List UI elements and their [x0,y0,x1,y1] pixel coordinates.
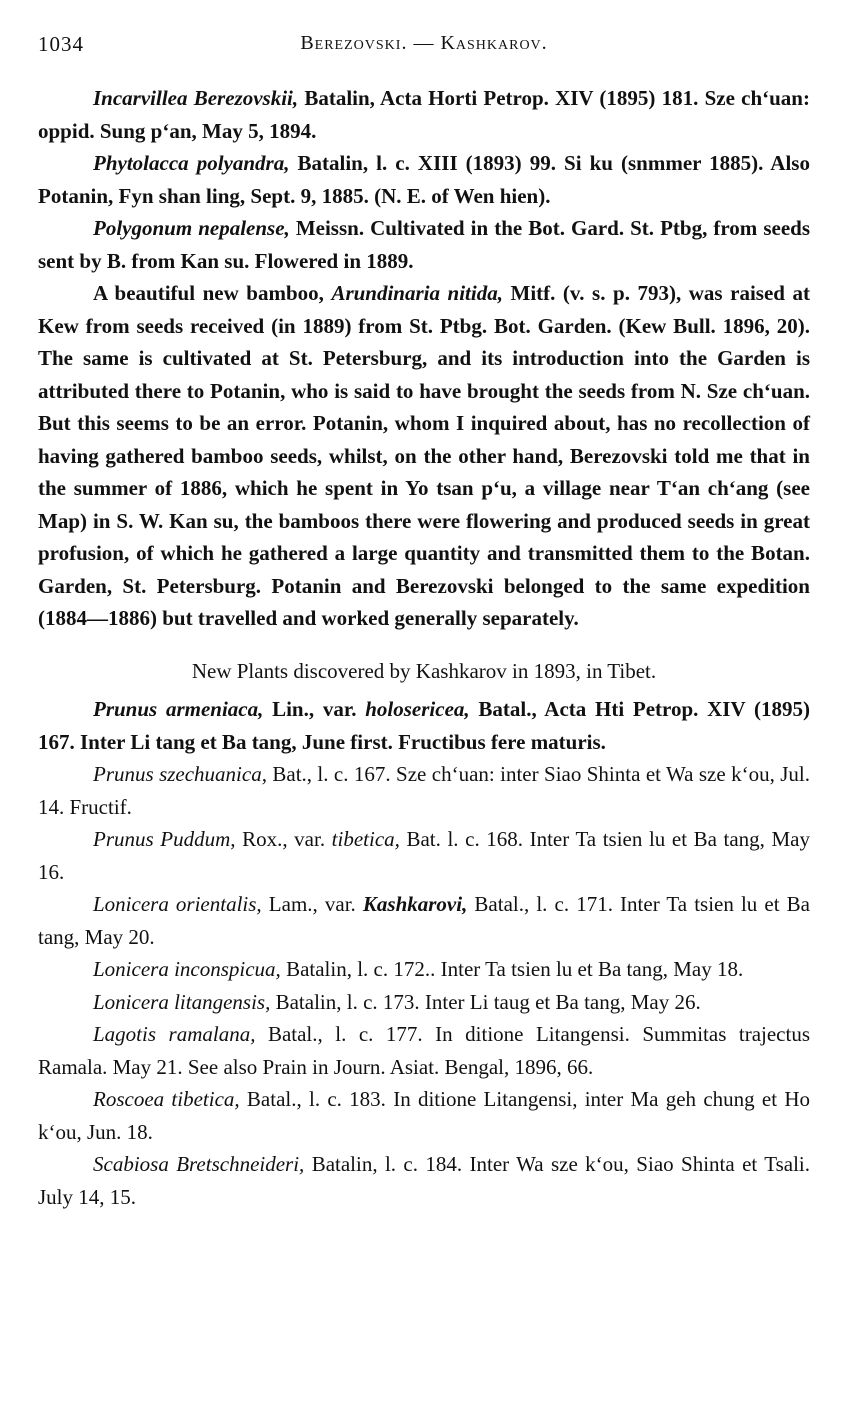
page-header [38,32,810,62]
entry-phytolacca [38,147,810,212]
entry-lonicera-orientalis [38,888,810,953]
species-name: Prunus Puddum, [93,827,236,851]
entry-text: Bat. l. c. 168. Inter Ta tsien lu et Ba tang, May 16. [38,827,810,884]
bamboo-intro: A beautiful new bamboo, [93,281,332,305]
species-name: Lonicera litangensis, [93,989,271,1014]
entry-lonicera-litangensis [38,986,810,1019]
entry-text: Mitf. (v. s. p. 793), was raised at Kew from seeds received (in 1889) from St. Ptbg. Bot. Garden. (Kew Bull. 1896, 20). The same is cultivated at St. Petersburg, and its introduction into the Garden is attributed there to Potanin, who is said to have brought the seeds from N. Sze chʻuan. But this seems to be an error. Potanin, whom I inquired about, has no recollection of having gathered bamboo seeds, whilst, on the other hand, Berezovski told me that in the summer of 1886, which he spent in Yo tsan pʻu, a village near Tʻan chʻang (see Map) in S. W. Kan su, the bamboos there were flowering and produced seeds in great profusion, of which he gathered a large quantity and transmitted them to the Botan. Garden, St. Petersburg. Potanin and Berezovski belonged to the same expedition (1884—1886) but travelled and worked generally separately. [38,281,810,630]
species-name: Lonicera inconspicua, [93,957,281,981]
entry-text: Bat., l. c. 167. Sze chʻuan: inter Siao Shinta et Wa sze kʻou, Jul. 14. Fructif. [38,762,810,819]
section-heading: New Plants discovered by Kashkarov in 1893, in Tibet. [191,658,657,683]
species-name: Roscoea tibetica, [93,1087,240,1111]
entry-text: Batalin, l. c. 173. Inter Li taug et Ba tang, May 26. [270,989,701,1014]
entry-text: Meissn. Cultivated in the Bot. Gard. St. Ptbg, from seeds sent by B. from Kan su. Flowered in 1889. [38,216,810,273]
species-name: Prunus szechuanica, [93,762,267,786]
entry-lagotis-ramalana [38,1018,810,1083]
entry-text: Batal., l. c. 177. In ditione Litangensi. Summitas trajectus Ramala. May 21. See also Prain in Journ. Asiat. Bengal, 1896, 66. [38,1022,811,1079]
entry-lonicera-inconspicua [38,953,810,986]
species-name: Prunus armeniaca, [93,697,264,721]
species-name: Incarvillea Berezovskii, [93,86,299,110]
entry-prunus-puddum [38,823,810,888]
entry-text: Batalin, l. c. XIII (1893) 99. Si ku (snmmer 1885). Also Potanin, Fyn shan ling, Sept. 9, 1885. (N. E. of Wen hien). [38,151,810,208]
species-name: Lagotis ramalana, [93,1022,256,1046]
species-name: Phytolacca polyandra, [93,151,290,175]
entry-text: Batalin, l. c. 172.. Inter Ta tsien lu et Ba tang, May 18. [280,957,744,981]
entry-bamboo [38,277,810,635]
entry-text: Rox., var. [235,827,332,851]
entry-text: Batal., l. c. 183. In ditione Litangensi, inter Ma geh chung et Ho kʻou, Jun. 18. [38,1087,810,1144]
entry-prunus-armeniaca [38,693,810,758]
entry-text: Batal., l. c. 171. Inter Ta tsien lu et Ba tang, May 20. [38,892,810,949]
species-name: Lonicera orientalis, [93,892,262,916]
entry-roscoea-tibetica [38,1083,810,1148]
entry-scabiosa-bretschneideri [38,1148,810,1213]
species-name: Scabiosa Bretschneideri, [93,1152,305,1176]
variety-name: Kashkarovi, [362,892,468,916]
entry-prunus-szechuanica [38,758,810,823]
page-body [38,82,810,1213]
entry-polygonum [38,212,810,277]
entry-text: Batalin, Acta Horti Petrop. XIV (1895) 181. Sze chʻuan: oppid. Sung pʻan, May 5, 1894. [38,86,810,143]
variety-name: holosericea, [365,697,470,721]
species-name: Polygonum nepalense, [93,216,290,240]
entry-text: Batal., Acta Hti Petrop. XIV (1895) 167. Inter Li tang et Ba tang, June first. Fructibus fere maturis. [38,697,810,754]
variety-name: tibetica, [331,827,400,851]
running-head: Berezovski. — Kashkarov. [300,32,548,54]
entry-incarvillea [38,82,810,147]
entry-text: Lam., var. [261,892,363,916]
species-name: Arundinaria nitida, [331,281,503,305]
entry-text: Batalin, l. c. 184. Inter Wa sze kʻou, Siao Shinta et Tsali. July 14, 15. [38,1152,810,1209]
page-number: 1034 [38,32,84,56]
entry-text: Lin., var. [263,697,366,721]
